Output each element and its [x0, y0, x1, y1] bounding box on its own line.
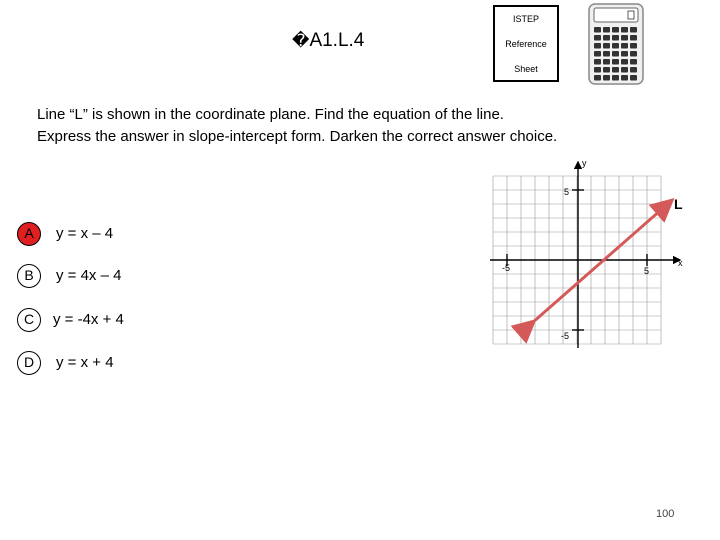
line-l: [532, 202, 670, 323]
title-glyph: �: [292, 31, 310, 51]
reference-line-3: Sheet: [514, 64, 538, 74]
question-line-2: Express the answer in slope-intercept form. Darken the correct answer choice.: [37, 128, 558, 145]
choice-b-bubble[interactable]: B: [17, 264, 41, 288]
question-text: [37, 104, 557, 148]
tick-label-x-neg: -5: [502, 263, 511, 273]
line-l-label: L: [674, 196, 683, 212]
choice-d-bubble[interactable]: D: [17, 351, 41, 375]
tick-label-y-pos: 5: [564, 187, 570, 197]
choice-b-text: y = 4x – 4: [56, 267, 122, 284]
choice-c-text: y = -4x + 4: [53, 311, 124, 328]
choice-d-text: y = x + 4: [56, 354, 114, 371]
choice-a-text: y = x – 4: [56, 225, 114, 242]
x-axis-label: x: [678, 258, 683, 268]
page-number: 100: [656, 508, 675, 520]
reference-line-1: ISTEP: [512, 14, 539, 24]
lesson-title: [292, 30, 364, 52]
question-line-1: Line “L” is shown in the coordinate plane. Find the equation of the line.: [37, 106, 504, 123]
reference-sheet-box[interactable]: [493, 5, 559, 82]
choice-c-bubble[interactable]: C: [17, 308, 41, 332]
reference-line-2: Reference: [505, 39, 547, 49]
title-text: A1.L.4: [309, 30, 365, 51]
coordinate-plane: [490, 158, 700, 348]
calculator-icon[interactable]: [588, 3, 644, 85]
y-axis-label: y: [582, 158, 587, 168]
tick-label-x-pos: 5: [644, 266, 650, 276]
choice-a-bubble[interactable]: A: [17, 222, 41, 246]
tick-label-y-neg: -5: [561, 331, 570, 341]
